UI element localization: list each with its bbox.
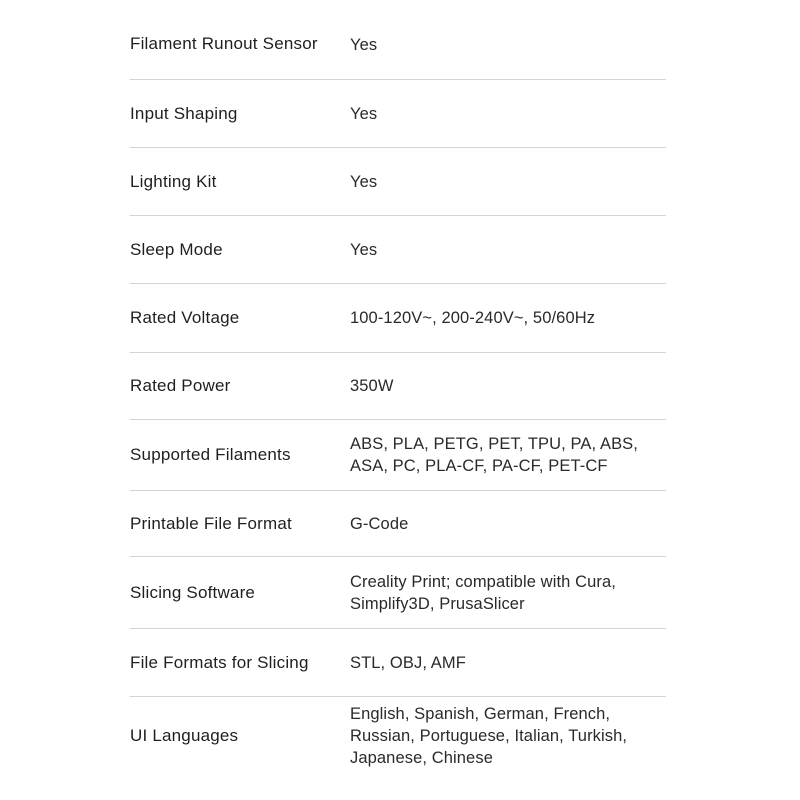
spec-row-file-formats-for-slicing: [130, 629, 666, 697]
spec-table: [130, 10, 666, 775]
spec-label: Supported Filaments: [130, 445, 291, 464]
spec-value: 100-120V~, 200-240V~, 50/60Hz: [350, 309, 596, 327]
spec-row-slicing-software: [130, 557, 666, 629]
spec-label: UI Languages: [130, 726, 239, 745]
spec-label: Rated Voltage: [130, 308, 240, 327]
spec-value: G-Code: [350, 514, 409, 533]
spec-row-ui-languages: [130, 697, 666, 775]
spec-row-printable-file-format: [130, 491, 666, 557]
spec-label: Sleep Mode: [130, 239, 223, 259]
spec-value: 350W: [350, 377, 394, 395]
spec-row-filament-runout-sensor: [130, 10, 666, 80]
spec-row-lighting-kit: [130, 148, 666, 216]
spec-value: English, Spanish, German, French, Russian, Portuguese, Italian, Turkish, Japanese, Chinese: [350, 705, 628, 767]
spec-label: Lighting Kit: [130, 171, 217, 191]
spec-row-rated-voltage: [130, 284, 666, 353]
spec-value: Yes: [350, 172, 378, 191]
spec-label: File Formats for Slicing: [130, 652, 309, 672]
spec-value: Yes: [350, 104, 378, 123]
spec-label: Filament Runout Sensor: [130, 34, 318, 53]
spec-row-supported-filaments: [130, 420, 666, 491]
spec-value: STL, OBJ, AMF: [350, 653, 466, 672]
spec-row-sleep-mode: [130, 216, 666, 284]
spec-row-input-shaping: [130, 80, 666, 148]
spec-label: Input Shaping: [130, 103, 238, 123]
spec-value: ABS, PLA, PETG, PET, TPU, PA, ABS, ASA, PC, PLA-CF, PA-CF, PET-CF: [350, 435, 638, 475]
spec-label: Printable File Format: [130, 513, 292, 533]
spec-label: Rated Power: [130, 376, 231, 395]
spec-value: Yes: [350, 240, 378, 259]
spec-row-rated-power: [130, 353, 666, 420]
spec-label: Slicing Software: [130, 582, 256, 602]
spec-value: Yes: [350, 36, 378, 54]
spec-value: Creality Print; compatible with Cura, Simplify3D, PrusaSlicer: [350, 572, 616, 613]
